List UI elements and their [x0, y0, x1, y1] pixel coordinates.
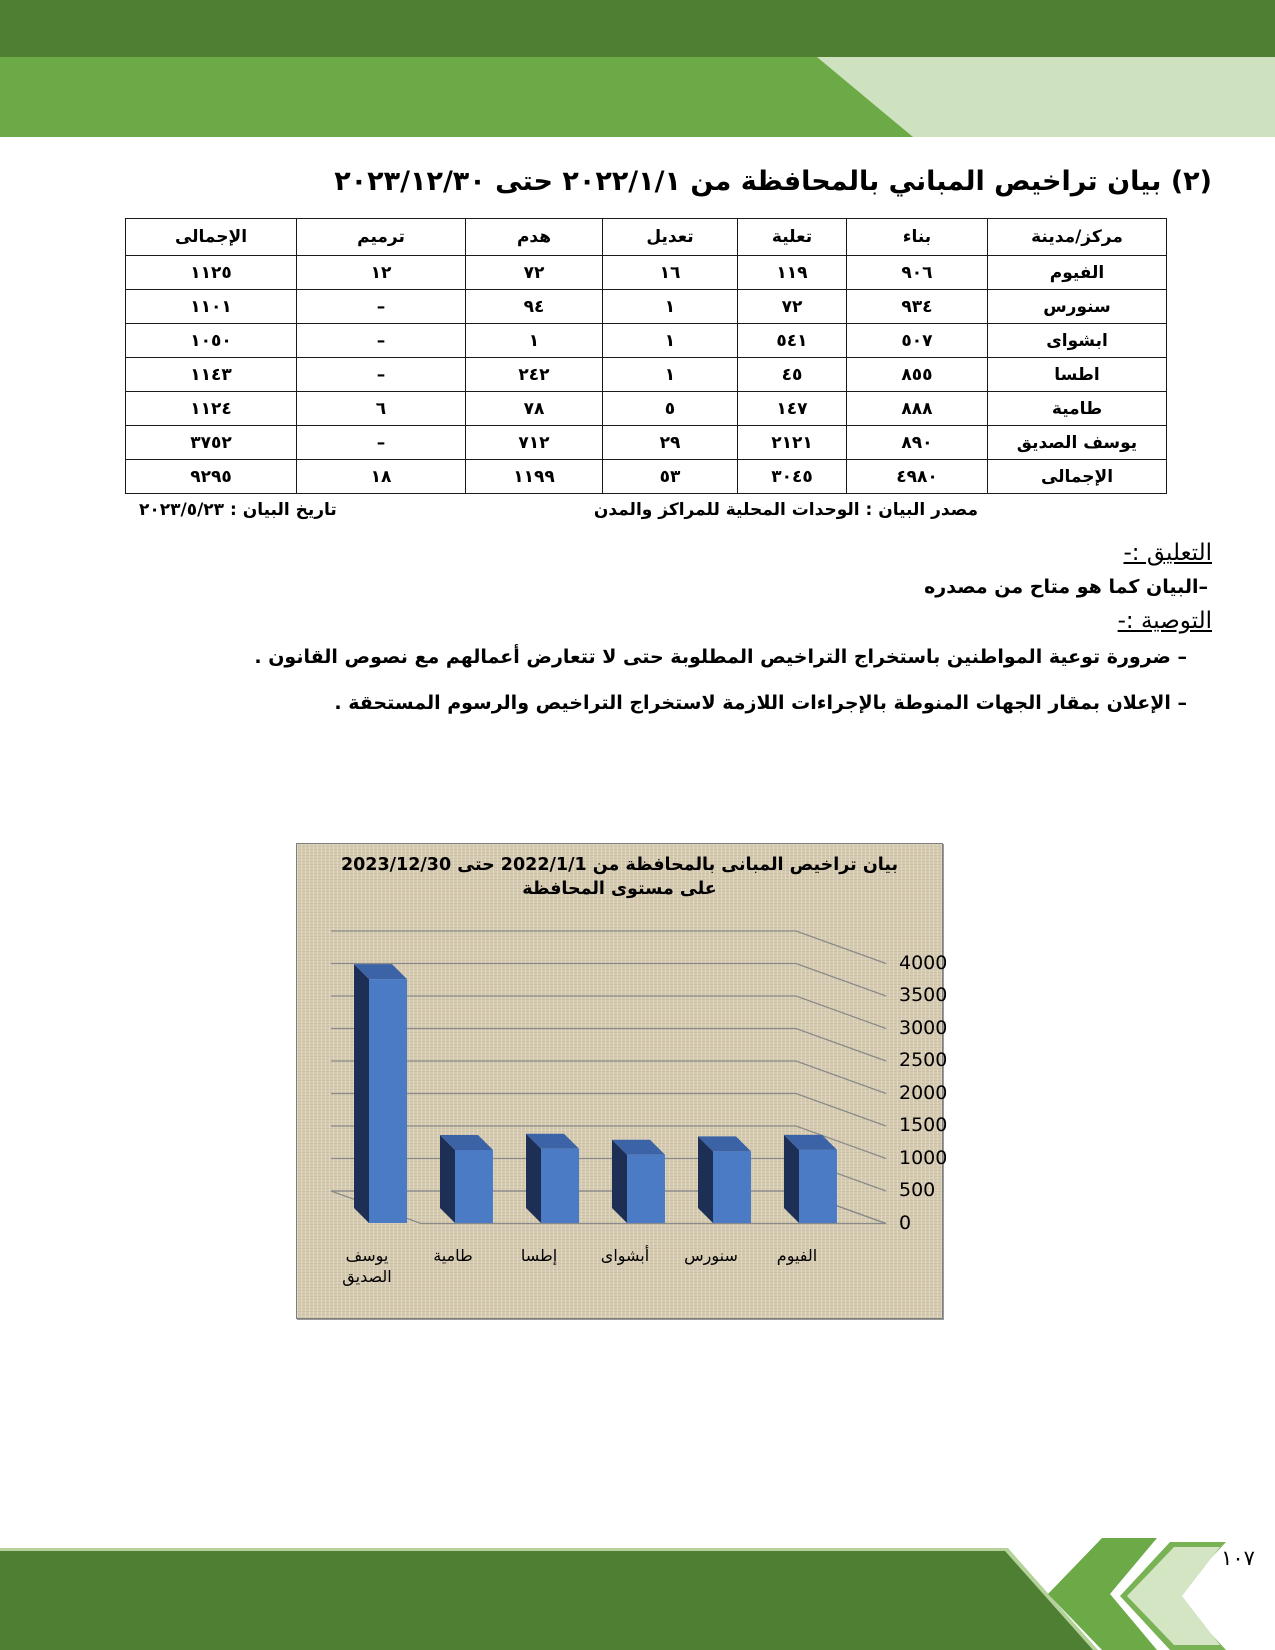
- chart-x-category-label: يوسف الصديق: [342, 1246, 392, 1286]
- recommendation-item: – الإعلان بمقار الجهات المنوطة بالإجراءات اللازمة لاستخراج التراخيص والرسوم المستحقة .: [334, 692, 1187, 714]
- chart-y-tick-label: 2500: [899, 1049, 948, 1071]
- table-cell: ١: [603, 358, 738, 392]
- chart-shape: [455, 1150, 493, 1223]
- table-cell: ٨٥٥: [847, 358, 988, 392]
- recommendation-item: – ضرورة توعية المواطنين باستخراج التراخيص المطلوبة حتى لا تتعارض أعمالهم مع نصوص القانون .: [254, 646, 1187, 668]
- row-header: الإجمالى: [988, 460, 1167, 494]
- table-cell: ٤٩٨٠: [847, 460, 988, 494]
- data-date-label: تاريخ البيان : ٢٠٢٣/٥/٢٣: [139, 500, 337, 520]
- row-header: سنورس: [988, 290, 1167, 324]
- table-cell: ٧٢: [738, 290, 847, 324]
- table-cell: ٨٩٠: [847, 426, 988, 460]
- chart-gridline: [331, 1061, 886, 1094]
- table-cell: ١١٩٩: [466, 460, 603, 494]
- table-cell: ٢١٢١: [738, 426, 847, 460]
- table-cell: ١: [603, 290, 738, 324]
- row-header: طامية: [988, 392, 1167, 426]
- table-cell: ٥٣: [603, 460, 738, 494]
- table-cell: ٨٨٨: [847, 392, 988, 426]
- chart-x-category-label: سنورس: [684, 1246, 738, 1265]
- column-header: ترميم: [297, 219, 466, 256]
- table-cell: ١١٢٥: [126, 256, 297, 290]
- page-title: (٢) بيان تراخيص المباني بالمحافظة من ٢٠٢٢/١/١ حتى ٢٠٢٣/١٢/٣٠: [334, 166, 1212, 197]
- table-cell: ٣٧٥٢: [126, 426, 297, 460]
- table-cell: –: [297, 290, 466, 324]
- table-row: [126, 256, 1167, 290]
- chart-y-tick-label: 3500: [899, 984, 948, 1006]
- table-cell: ٧١٢: [466, 426, 603, 460]
- chart-gridline: [331, 1094, 886, 1127]
- table-cell: ٩٤: [466, 290, 603, 324]
- column-header: مركز/مدينة: [988, 219, 1167, 256]
- chart-shape: [369, 979, 407, 1223]
- table-cell: –: [297, 426, 466, 460]
- chart-y-tick-label: 1500: [899, 1114, 948, 1136]
- chart-title-line1: بيان تراخيص المبانى بالمحافظة من 2022/1/1 حتى 2023/12/30: [340, 855, 899, 875]
- table-row: [126, 426, 1167, 460]
- column-header: الإجمالى: [126, 219, 297, 256]
- chart-shape: [526, 1134, 541, 1223]
- permits-table: [125, 218, 1167, 494]
- chart-y-tick-label: 500: [899, 1179, 936, 1201]
- table-row: [126, 324, 1167, 358]
- table-cell: ١٨: [297, 460, 466, 494]
- table-cell: ٧٢: [466, 256, 603, 290]
- table-cell: ٦: [297, 392, 466, 426]
- comment-body: –البيان كما هو متاح من مصدره: [924, 576, 1208, 598]
- permits-table-head: [126, 219, 1167, 256]
- table-cell: ١٦: [603, 256, 738, 290]
- table-cell: ١١٢٤: [126, 392, 297, 426]
- chart-x-category-label: طامية: [433, 1246, 473, 1265]
- table-cell: ١١٤٣: [126, 358, 297, 392]
- chart-gridline: [331, 964, 886, 997]
- table-cell: ١: [466, 324, 603, 358]
- recommendation-heading: التوصية :-: [1117, 608, 1212, 634]
- table-cell: ٥٠٧: [847, 324, 988, 358]
- chart-y-tick-label: 0: [899, 1211, 912, 1234]
- table-cell: ٣٠٤٥: [738, 460, 847, 494]
- row-header: يوسف الصديق: [988, 426, 1167, 460]
- table-cell: ٩٠٦: [847, 256, 988, 290]
- chart-x-category-label: أبشواى: [600, 1246, 650, 1265]
- chart-shape: [440, 1135, 455, 1223]
- bar-chart: [296, 843, 948, 1319]
- table-row: [126, 358, 1167, 392]
- table-row: [126, 290, 1167, 324]
- permits-table-body: [126, 256, 1167, 494]
- chart-gridline: [331, 931, 886, 964]
- chart-y-tick-label: 3000: [899, 1016, 948, 1039]
- row-header: ابشواى: [988, 324, 1167, 358]
- chart-title-line2: على مستوى المحافظة: [522, 878, 717, 899]
- table-cell: ١١٠١: [126, 290, 297, 324]
- table-cell: ٥: [603, 392, 738, 426]
- column-header: تعلية: [738, 219, 847, 256]
- table-cell: ٩٣٤: [847, 290, 988, 324]
- table-cell: ٤٥: [738, 358, 847, 392]
- table-cell: ١٢: [297, 256, 466, 290]
- chart-shape: [541, 1149, 579, 1223]
- chart-y-tick-label: 2000: [899, 1081, 948, 1104]
- chart-shape: [784, 1135, 799, 1223]
- chart-shape: [627, 1155, 665, 1223]
- table-row: [126, 460, 1167, 494]
- page-number: ١٠٧: [1221, 1546, 1255, 1570]
- chart-shape: [799, 1150, 837, 1223]
- table-cell: ٥٤١: [738, 324, 847, 358]
- chart-x-category-label: الفيوم: [776, 1246, 818, 1265]
- chart-shape: [713, 1151, 751, 1223]
- chart-shape: [698, 1136, 713, 1223]
- data-source-label: مصدر البيان : الوحدات المحلية للمراكز والمدن: [593, 500, 978, 520]
- table-cell: ٩٢٩٥: [126, 460, 297, 494]
- chart-gridline: [331, 1029, 886, 1062]
- table-cell: ١٤٧: [738, 392, 847, 426]
- comment-heading: التعليق :-: [1123, 540, 1212, 566]
- table-cell: ٢٩: [603, 426, 738, 460]
- row-header: الفيوم: [988, 256, 1167, 290]
- chart-title: [297, 854, 942, 901]
- chart-x-category-label: إطسا: [520, 1246, 558, 1265]
- chart-y-tick-label: 4000: [899, 951, 948, 974]
- column-header: هدم: [466, 219, 603, 256]
- table-cell: ١: [603, 324, 738, 358]
- table-cell: ١١٩: [738, 256, 847, 290]
- header-band-mid: [0, 57, 920, 137]
- column-header: تعديل: [603, 219, 738, 256]
- column-header: بناء: [847, 219, 988, 256]
- chart-gridline: [331, 996, 886, 1029]
- table-cell: –: [297, 358, 466, 392]
- header-band-dark: [0, 0, 1275, 57]
- chart-y-tick-label: 1000: [899, 1146, 948, 1169]
- table-cell: –: [297, 324, 466, 358]
- chart-shape: [354, 964, 369, 1223]
- row-header: اطسا: [988, 358, 1167, 392]
- table-row: [126, 392, 1167, 426]
- table-cell: ١٠٥٠: [126, 324, 297, 358]
- table-cell: ٢٤٢: [466, 358, 603, 392]
- table-cell: ٧٨: [466, 392, 603, 426]
